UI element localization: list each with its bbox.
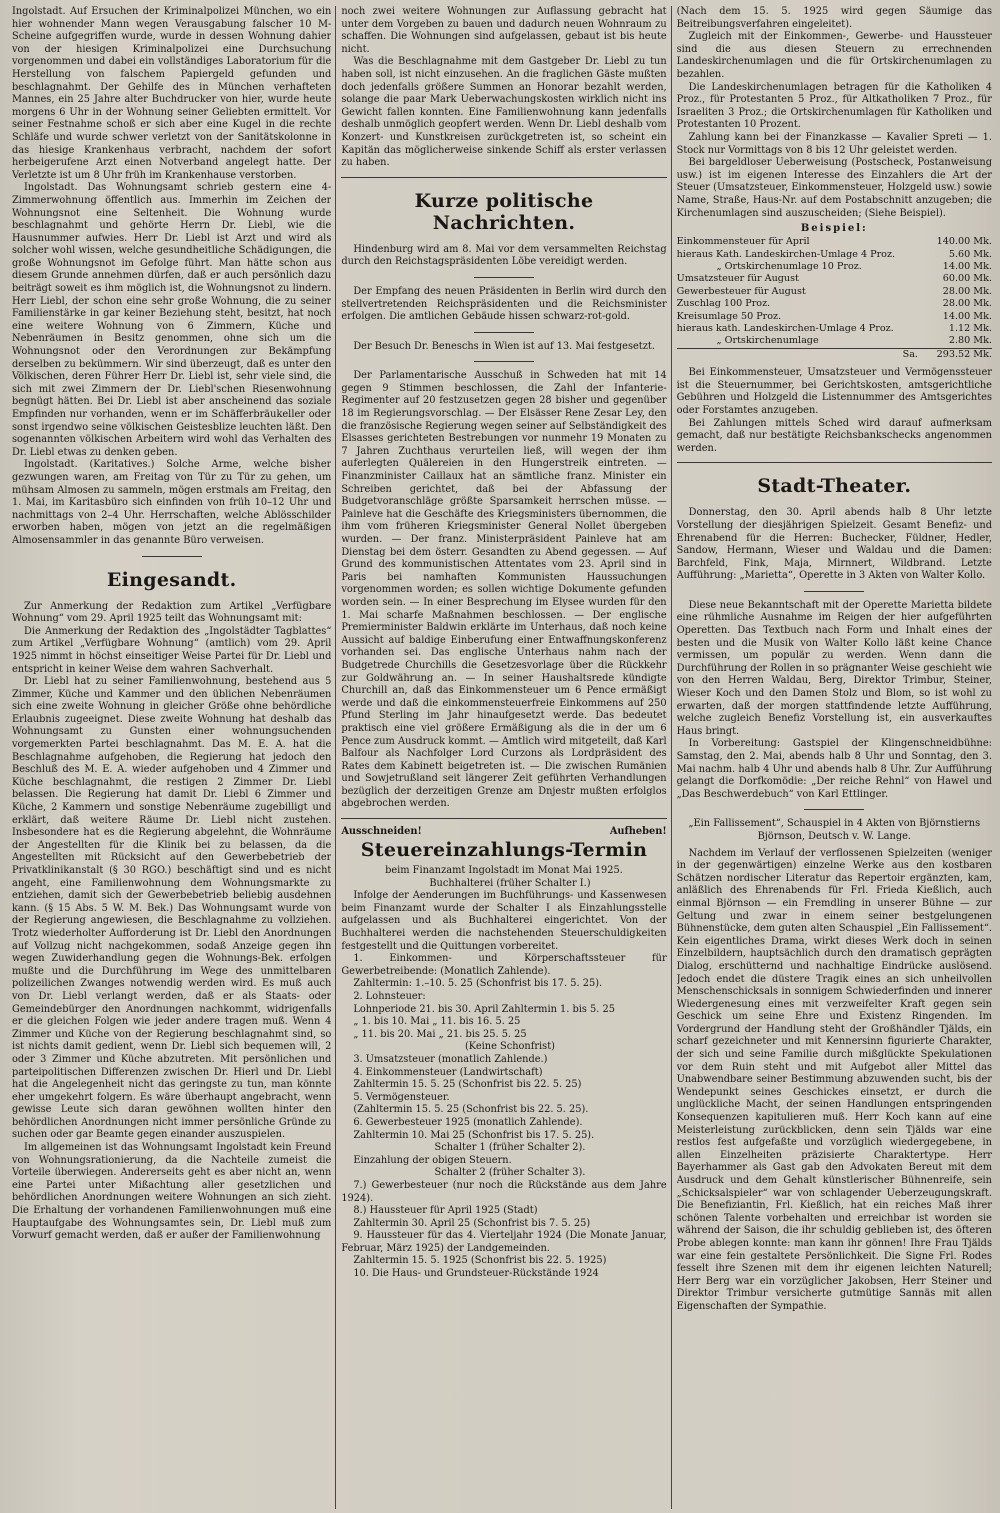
- row-label: hieraus kath. Landeskirchen-Umlage 4 Proz.: [676, 322, 894, 334]
- article-wohnungsamt: Ingolstadt. Das Wohnungsamt schrieb gestern eine 4-Zimmerwohnung öffentlich aus. Immerhin im Zeichen der Wohnungsnot eine Seltenheit. Die Wohnung wurde beschlagnahmt und gehörte Herrn Dr. Liebl, wie die Hausnummer aufwies. Herr Dr. Liebl ist Arzt und wird als solcher wohl wissen, welche gesundheitliche Schädigungen, die große Wohnungsnot im Gefolge führt. Man hätte schon aus diesem Grunde annehmen dürfen, daß er auch persönlich dazu beiträgt soweit es ihm möglich ist, die Wohnungsnot zu lindern. Herr Liebl, der schon eine sehr große Wohnung, die zu seiner Familienstärke in gar keiner Beziehung steht, besitzt, hat noch eine weitere Wohnung von 6 Zimmern, Küche und Nebenräumen in Besitz genommen, ohne sich um die Wohnungsnot oder den Verordnungen zur Bekämpfung derselben zu bekümmern. Wir sind überzeugt, daß es unter den Völkischen, deren Führer Herr Dr. Liebl ist, sehr viele sind, die sich mit zwei Zimmern der Dr. Liebl'schen Riesenwohnung begnügt hätten. Bei Dr. Liebl ist aber anscheinend das soziale Empfinden nur vorhanden, wenn er im Schäfferbräukeller oder sonst irgendwo seine völkischen Geistesblize leuchten läßt. Den sogenannten völkischen Arbeitern wird wohl das Verhalten des Dr. Liebl etwas zu denken geben.: [12, 182, 332, 458]
- row-label: „ Ortskirchenumlage: [716, 335, 819, 347]
- steuer-kirchenumlagen: Zugleich mit der Einkommen-, Gewerbe- und Haussteuer sind die aus diesen Steuern zu errechnenden Landeskirchenumlagen und die für Ortskirchenumlagen zu bezahlen.: [676, 31, 992, 80]
- steuer-line: 7.) Gewerbesteuer (nur noch die Rückstände aus dem Jahre 1924).: [341, 1179, 667, 1204]
- news-hindenburg: Hindenburg wird am 8. Mai vor dem versammelten Reichstag durch den Reichstagspräsidenten Löbe vereidigt werden.: [341, 243, 667, 268]
- row-amount: 28.00 Mk.: [942, 285, 992, 297]
- eingesandt-para-4: Was die Beschlagnahme mit dem Gastgeber Dr. Liebl zu tun haben soll, ist nicht einzusehen. An die fraglichen Gäste mußten doch jedenfalls größere Summen an Honorar bezahlt werden, solange die paar Mark Ueberwachungskosten wirklich nicht ins Gewicht fallen konnten. Eine Familienwohnung kann jedenfalls deshalb unmöglich geopfert werden. Wenn Dr. Liebl deshalb vom Konzert- und Kunstkreisen zurückgetreten ist, so scheint ein Kapitän das möglicherweise sinkende Schiff als erster verlassen zu haben.: [341, 56, 667, 169]
- column-right: [677, 6, 992, 1509]
- steuer-line: 3. Umsatzsteuer (monatlich Zahlende.): [353, 1053, 548, 1065]
- row-amount: 14.00 Mk.: [942, 260, 992, 272]
- theater-fallissement-title: „Ein Fallissement“, Schauspiel in 4 Akten von Björnstierns Björnson, Deutsch v. W. Lange.: [688, 818, 981, 842]
- row-label: „ Ortskirchenumlage 10 Proz.: [716, 260, 862, 272]
- steuer-subheading: beim Finanzamt Ingolstadt im Monat Mai 1925.: [385, 865, 623, 877]
- beispiel-table: [677, 236, 992, 361]
- steuer-zahlung: Zahlung kann bei der Finanzkasse — Kavalier Spreti — 1. Stock nur Vormittags von 8 bis 12 Uhr geleistet werden.: [676, 131, 992, 156]
- theater-vorbereitung: In Vorbereitung: Gastspiel der Klingenschneidbühne: Samstag, den 2. Mai, abends halb 8 Uhr und Sonntag, den 3. Mai nachm. halb 4 Uhr und abends halb 8 Uhr. Zur Aufführung gelangt die Dorfkomödie: „Der reiche Rehnl“ von Hawel und „Das Beschwerdebuch“ von Karl Ettlinger.: [676, 738, 992, 800]
- row-amount: 60.00 Mk.: [942, 273, 992, 285]
- total-amount: 293.52 Mk.: [936, 348, 992, 360]
- eingesandt-para-1: Die Anmerkung der Redaktion des „Ingolstädter Tagblattes“ zum Artikel „Verfügbare Wohnung“ (amtlich) vom 29. April 1925 nimmt in höchst einseitiger Weise Partei für Dr. Liebl und entspricht in keiner Weise dem wahren Sachverhalt.: [12, 625, 332, 675]
- theater-announcement: Donnerstag, den 30. April abends halb 8 Uhr letzte Vorstellung der diesjährigen Spielzeit. Gesamt Benefiz- und Ehrenabend für die Herren: Buchecker, Füldner, Hedler, Sandow, Hermann, Wieser und Waldau und die Damen: Barchfeld, Fink, Maja, Mirnnert, Wildbrand. Letzte Aufführung: „Marietta“, Operette in 3 Akten von Walter Kollo.: [676, 507, 992, 582]
- steuer-continued: (Nach dem 15. 5. 1925 wird gegen Säumige das Beitreibungsverfahren eingeleitet).: [676, 6, 992, 30]
- row-label: Einkommensteuer für April: [676, 236, 810, 248]
- divider: [341, 177, 666, 178]
- row-amount: 5.60 Mk.: [948, 248, 992, 260]
- total-label: Sa.: [902, 348, 918, 360]
- steuer-line: Lohnperiode 21. bis 30. April Zahltermin 1. bis 5. 25: [353, 1003, 615, 1015]
- beispiel-total: [677, 349, 992, 361]
- steuer-line: Zahltermin 15. 5. 1925 (Schonfrist bis 22. 5. 1925): [353, 1255, 607, 1267]
- divider: [341, 818, 666, 819]
- divider: [474, 361, 534, 362]
- heading-steuereinzahlungs-termin: Steuereinzahlungs-Termin: [360, 839, 648, 862]
- eingesandt-para-3: Im allgemeinen ist das Wohnungsamt Ingolstadt kein Freund von Wohnungsrationierung, da die Nachteile zumeist die Vorteile überwiegen. Andererseits geht es aber nicht an, wenn eine Partei unter Mißachtung aller gesetzlichen und behördlichen Anordnungen weitere Wohnungen an sich zieht. Die Erhaltung der vorhandenen Familienwohnungen muß eine Hauptaufgabe des Wohnungsamtes sein, Dr. Liebl muß zum Vorwurf gemacht werden, daß er außer der Familienwohnung: [12, 1142, 332, 1242]
- column-middle: [341, 6, 666, 1509]
- steuer-line: 1. Einkommen- und Körperschaftssteuer für Gewerbetreibende: (Monatlich Zahlende).: [341, 953, 667, 977]
- divider: [142, 556, 202, 557]
- row-amount: 28.00 Mk.: [942, 298, 992, 310]
- row-amount: 2.80 Mk.: [948, 335, 992, 347]
- beispiel-heading: Beispiel:: [800, 223, 868, 235]
- divider: [474, 277, 534, 278]
- row-amount: 140.00 Mk.: [936, 236, 992, 248]
- beispiel-row: [677, 273, 992, 285]
- row-label: Kreisumlage 50 Proz.: [676, 310, 782, 322]
- steuer-line: Einzahlung der obigen Steuern.: [353, 1154, 512, 1166]
- steuer-line: Zahltermin 15. 5. 25 (Schonfrist bis 22. 5. 25): [353, 1079, 582, 1091]
- column-rule: [335, 6, 336, 1509]
- article-karitatives: Ingolstadt. (Karitatives.) Solche Arme, welche bisher gezwungen waren, am Freitag von Tür zu Tür zu gehen, um mühsam Almosen zu sammeln, mögen erstmals am Freitag, den 1. Mai, im Karitasbüro sich einfinden von früh 10–12 Uhr und nachmittags von 2–4 Uhr. Herrschaften, welche Ablösschilder erworben haben, mögen von jetzt an die regelmäßigen Almosensammler in das genannte Büro verweisen.: [12, 459, 332, 546]
- steuer-line: Zahltermin 10. Mai 25 (Schonfrist bis 17. 5. 25).: [353, 1129, 595, 1141]
- beispiel-row: [677, 335, 992, 348]
- steuer-line: (Keine Schonfrist): [464, 1041, 555, 1053]
- row-label: hieraus Kath. Landeskirchen-Umlage 4 Proz.: [676, 248, 896, 260]
- beispiel-row: [677, 311, 992, 323]
- column-rule: [671, 6, 672, 1509]
- steuer-line: 4. Einkommensteuer (Landwirtschaft): [353, 1066, 543, 1078]
- news-schweden-etc: Der Parlamentarische Ausschuß in Schweden hat mit 14 gegen 9 Stimmen beschlossen, die Zahl der Infanterie-Regimenter auf 20 festzusetzen gegen 28 bisher und gegenüber 18 im Regierungsvorschlag. — Der Elsässer Rene Zesar Ley, den die französische Regierung wegen seiner auf Selbständigkeit des Elsasses gerichteten Bestrebungen vor nunmehr 19 Monaten zu 7 Jahren Zuchthaus verurteilen ließ, will wegen der ihm auferlegten Quälereien in den Hungerstreik eintreten. — Finanzminister Caillaux hat an sämtliche franz. Minister ein Schreiben gerichtet, daß bei der Abfassung der Budgetvoranschläge größte Sparsamkeit herrschen müsse. — Painleve hat die Geschäfte des Kriegsministers übernommen, die ihm vom früheren Kriegsminister General Nollet übergeben wurden. — Der franz. Ministerpräsident Painleve hat am Dienstag bei dem österr. Gesandten zu Abend gegessen. — Auf Grund des kommunistischen Attentates vom 23. April sind in Paris bei namhaften Kommunisten Haussuchungen vorgenommen worden; es sollen wichtige Dokumente gefunden worden sein. — In einer Besprechung im Elysee wurden für den 1. Mai scharfe Maßnahmen beschlossen. — Der englische Premierminister Baldwin erklärte im Unterhaus, daß noch keine Aussicht auf baldige Einberufung einer Entwaffnungskonferenz vorhanden sei. Das englische Unterhaus nahm nach der Budgetrede Churchills die Gesetzesvorlage über die Rückkehr zur Goldwährung an. — In seiner Haushaltsrede kündigte Churchill an, daß das Einkommensteuer um 6 Pence ermäßigt werde und daß die einkommensteuerfreie Einkommens auf 250 Pfund Sterling im Jahr hinaufgesetzt werde. Das bedeutet praktisch eine viel größere Ermäßigung als die in der um 6 Pence zum Ausdruck kommt. — Amtlich wird mitgeteilt, daß Karl Balfour als Nachfolger Lord Curzons als Lordpräsident des Rates dem Kabinett beigetreten ist. — Die zwischen Rumänien und Sowjetrußland seit längerer Zeit geführten Verhandlungen bezüglich der derzeitigen Grenze am Dnjestr mußten erfolglos abgebrochen werden.: [341, 370, 667, 810]
- theater-review-fallissement: Nachdem im Verlauf der verflossenen Spielzeiten (weniger in der gegenwärtigen) einzelne Werke aus den kostbaren Schätzen nordischer Literatur das Repertoir ergänzten, kam, anläßlich des Ehrenabends für Frl. Frieda Kießlich, auch einmal Björnson — ein Fremdling in unserer Bühne — zur Geltung und zwar in einem seiner bestgelungenen Bühnenstücke, dem guten alten Schauspiel „Ein Fallissement“. Kein eigentliches Drama, wirkt dieses Werk doch in seinen Einzelbildern, hauptsächlich durch den dramatisch geprägten Dialog, erschütternd und nachhaltige Eindrücke auslösend. Jedoch endet die düstere Tragik eines an sich unheilvollen Menschenschicksals in sonnigem Schwiederfinden und innerer Wiedergenesung eines mit verzweifelter Kraft gegen sein Geschick um seine Ehre und Existenz Ringenden. Im Vordergrund der Handlung steht der Großhändler Tjälds, ein scharf gezeichneter und mit Kennersinn figurierte Charakter, der sich und seine Familie durch mißglückte Spekulationen vor dem Ruin steht und mit Aufgebot aller Mittel das Unabwendbare seiner Bestimmung abzuwenden sucht, bis der Wendepunkt seines Geschickes einsetzt, er durch die unglückliche Macht, der seinen Handlungen entspringenden Konsequenzen kapitulieren muß. Herr Koch kann auf eine Meisterleistung zurückblicken, denn sein Tjälds war eine restlos fest aufgefaßte und vorzüglich wiedergegebene, in allen Einzelheiten präzisierte Charaktertype. Herr Bayerhammer als Gast gab den Advokaten Bereut mit dem Ausdruck und dem Gehalt künstlerischer Bühnenreife, sein „Schicksalspieler“ war von schlagender Ueberzeugungskraft. Die Benefiziantin, Frl. Kießlich, hat ein reiches Maß ihrer schönen Talente vorbehalten und erreichbar ist worden sie während der Saison, die ihr schuldig geblieben ist, des öfteren Probe ablegen konnte: man kann ihr gönnen! Ihre Frau Tjälds war eine fein gestaltete Persönlichkeit. Die Signe Frl. Rodes fesselt ihre Szenen mit dem ihr eigenen leichten Naturell; Herr Berg war ein vorzüglicher Jakobsen, Herr Steiner und Direktor Trimbur versicherte gutmütige Sannäs mit allen Eigenschaften der Sympathie.: [676, 847, 992, 1312]
- beispiel-row: [677, 236, 992, 248]
- steuer-nummer-note: Bei Einkommensteuer, Umsatzsteuer und Vermögenssteuer ist die Steuernummer, bei Gerichtskosten, amtsgerichtliche Gebühren und Holzgeld die Listennummer des Amtsgerichtes oder Forstamtes anzugeben.: [676, 367, 992, 416]
- steuer-line: Schalter 2 (früher Schalter 3).: [434, 1167, 586, 1179]
- scheck-note: Bei Zahlungen mittels Sched wird darauf aufmerksam gemacht, daß nur bestätigte Reichsbankschecks angenommen werden.: [676, 417, 992, 454]
- divider: [474, 332, 534, 333]
- news-empfang: Der Empfang des neuen Präsidenten in Berlin wird durch den stellvertretenden Reichspräsidenten und die Reichsminister erfolgen. Die amtlichen Gebäude hissen schwarz-rot-gold.: [341, 285, 667, 323]
- steuer-line: 5. Vermögensteuer.: [353, 1091, 450, 1103]
- beispiel-row: [677, 298, 992, 310]
- row-label: Gewerbesteuer für August: [676, 285, 806, 297]
- row-amount: 1.12 Mk.: [948, 322, 992, 334]
- beispiel-row: [677, 286, 992, 298]
- eingesandt-para-2: Dr. Liebl hat zu seiner Familienwohnung, bestehend aus 5 Zimmer, Küche und Kammer und den üblichen Nebenräumen sich eine zweite Wohnung in gleicher Größe ohne behördliche Erlaubnis zugeeignet. Diese zweite Wohnung hat deshalb das Wohnungsamt zu Gunsten einer wohnungsuchenden vorgemerkten Partei beschlagnahmt. Das M. E. A. hat die Beschlagnahme aufgehoben, die Regierung hat jedoch den Beschluß des M. E. A. wieder aufgehoben und 4 Zimmer und Küche beschlagnahmt, die restigen 2 Zimmer Dr. Liebl belassen. Die Regierung hat damit Dr. Liebl 6 Zimmer und Küche, 2 Kammern und sonstige Nebenräume zugebilligt und erklärt, daß weitere Räume Dr. Liebl nicht zustehen. Insbesondere hat es die Regierung abgelehnt, die Wohnräume der Angestellten für die Klinik bei zu belassen, da die Angestellten mit Rücksicht auf den Gewerbebetrieb der Privatklinikanstalt (§ 30 RGO.) beschäftigt sind und es nicht angeht, eine Familienwohnung dem Wohnungsmarkte zu entziehen, damit sich der Gewerbebetrieb beliebig ausdehnen kann. (§ 15 Abs. 5 W. M. Bek.) Das Wohnungsamt wurde von der Regierung angewiesen, die Beschlagnahme zu vollziehen. Trotz wiederholter Aufforderung ist Dr. Liebl den Anordnungen auf Vollzug nicht nachgekommen, sodaß Anzeige gegen ihn wegen Zuwiderhandlung gegen die Wohnungs-Bek. erfolgen mußte und die Durchführung im Wege des unmittelbaren polizeilichen Zwanges notwendig werden wird. Es muß auch von Dr. Liebl verlangt werden, daß er als Staats- oder Gemeindebürger den Anordnungen nachkommt, widrigenfalls er die gleichen Folgen wie jeder andere tragen muß. Wenn 4 Zimmer und Küche von der Regierung beschlagnahmt sind, so ist nichts damit gedient, wenn Dr. Liebl sich bequemen will, 2 oder 3 Zimmer und Küche abzutreten. Mit persönlichen und parteipolitischen Differenzen zwischen Dr. Hierl und Dr. Liebl hat die Angelegenheit nicht das geringste zu tun, man könnte eher umgekehrt folgern. Es wäre überhaupt angebracht, wenn gewisse Leute sich daran gewöhnen wollten hinter den behördlichen Anordnungen nicht immer persönliche Gründe zu suchen oder gar Beamte gegen einander auszuspielen.: [12, 676, 332, 1141]
- steuer-line: 6. Gewerbesteuer 1925 (monatlich Zahlende).: [353, 1116, 583, 1128]
- divider: [804, 591, 864, 592]
- steuer-line: (Zahltermin 15. 5. 25 (Schonfrist bis 22. 5. 25).: [353, 1104, 589, 1116]
- heading-kurze-politische-nachrichten: Kurze politische Nachrichten.: [414, 189, 594, 234]
- divider: [677, 462, 992, 463]
- steuer-line: 2. Lohnsteuer:: [353, 991, 426, 1002]
- steuer-list: [341, 953, 666, 1280]
- steuer-line: Zahltermin: 1.–10. 5. 25 (Schonfrist bis 17. 5. 25).: [353, 978, 603, 990]
- eingesandt-intro: Zur Anmerkung der Redaktion zum Artikel „Verfügbare Wohnung“ vom 29. April 1925 teilt das Wohnungsamt mit:: [12, 600, 332, 625]
- steuer-line: 8.) Haussteuer für April 1925 (Stadt): [353, 1205, 538, 1217]
- steuer-line: Schalter 1 (früher Schalter 2).: [434, 1142, 586, 1154]
- column-left: [12, 6, 331, 1509]
- article-falschgeld: Ingolstadt. Auf Ersuchen der Kriminalpolizei München, wo ein hier wohnender Mann wegen Verausgabung falscher 10 M-Scheine aufgegriffen wurde, wurde in dessen Wohnung dahier von der hiesigen Kriminalpolizei eine Durchsuchung vorgenommen und dabei ein vollständiges Laboratorium für die Herstellung von falschem Papiergeld gefunden und beschlagnahmt. Der Gehilfe des in München verhafteten Mannes, ein 25 Jahre alter Buchdrucker von hier, wurde heute morgens 6 Uhr in der Wohnung seiner Geliebten ermittelt. Vor seiner Festnahme schoß er sich aber eine Kugel in die rechte Schläfe und wurde schwer verletzt von der Sanitätskolonne in das hiesige Krankenhaus verbracht, nachdem der sofort herbeigerufene Arzt einen Notverband angelegt hatte. Der Verletzte ist um 8 Uhr früh im Krankenhause verstorben.: [12, 6, 332, 181]
- divider: [804, 809, 864, 810]
- steuer-intro: Infolge der Aenderungen im Buchführungs- und Kassenwesen beim Finanzamt wurde der Schalter I als Einzahlungsstelle aufgelassen und als Buchhalterei eingerichtet. Von der Buchhalterei werden die nachstehenden Steuerschuldigkeiten festgestellt und die Quittungen vorbereitet.: [341, 890, 667, 952]
- steuer-ueberweisung: Bei bargeldloser Ueberweisung (Postscheck, Postanweisung usw.) ist im eigenen Interesse des Einzahlers die Art der Steuer (Umsatzsteuer, Einkommensteuer, Holzgeld usw.) sowie Name, Straße, Haus-Nr. auf dem Postabschnitt anzugeben; die Kirchenumlagen sind auszuscheiden; (Siehe Beispiel).: [676, 157, 992, 219]
- beispiel-row: [677, 261, 992, 273]
- steuer-buchhalterei: Buchhalterei (früher Schalter I.): [429, 877, 591, 889]
- heading-eingesandt: Eingesandt.: [106, 568, 237, 591]
- steuer-landeskirchen: Die Landeskirchenumlagen betragen für die Katholiken 4 Proz., für Protestanten 5 Proz., für Altkatholiken 7 Proz., für Israeliten 3 Proz.; die Ortskirchenumlagen für Katholiken und Protestanten 10 Prozent.: [676, 81, 992, 131]
- row-label: Umsatzsteuer für August: [676, 273, 799, 285]
- cut-left-label: Ausschneiden!: [341, 826, 422, 838]
- row-label: Zuschlag 100 Proz.: [676, 298, 771, 310]
- row-amount: 14.00 Mk.: [942, 310, 992, 322]
- beispiel-row: [677, 323, 992, 335]
- steuer-line: Zahltermin 30. April 25 (Schonfrist bis 7. 5. 25): [353, 1217, 591, 1229]
- theater-review-marietta: Diese neue Bekanntschaft mit der Operette Marietta bildete eine rühmliche Ausnahme im Reigen der hier aufgeführten Operetten. Das Textbuch nach Form und Inhalt eines der besten und die Musik von Walter Kollo läßt keine Chance vermissen, um populär zu werden. Wenn dann die Durchführung der Rollen in so prägnanter Weise geschieht wie von den Herren Waldau, Berg, Direktor Trimbur, Steiner, Wieser Koch und den Damen Stolz und Blom, so ist wohl zu erwarten, daß der morgen stattfindende letzte Aufführung, welche zugleich Benefiz Vorstellung ist, ein ausverkauftes Haus bringt.: [676, 599, 992, 737]
- cut-notice: [341, 826, 666, 837]
- steuer-line: 9. Haussteuer für das 4. Vierteljahr 1924 (Die Monate Januar, Februar, März 1925) der Landgemeinden.: [341, 1230, 667, 1254]
- steuer-line: „ 1. bis 10. Mai „ 11. bis 16. 5. 25: [353, 1016, 521, 1028]
- news-benesch: Der Besuch Dr. Beneschs in Wien ist auf 13. Mai festgesetzt.: [353, 340, 655, 352]
- heading-stadt-theater: Stadt-Theater.: [757, 475, 912, 498]
- steuer-line: „ 11. bis 20. Mai „ 21. bis 25. 5. 25: [353, 1028, 527, 1040]
- cut-right-label: Aufheben!: [609, 826, 667, 838]
- steuer-line: 10. Die Haus- und Grundsteuer-Rückstände 1924: [353, 1268, 599, 1280]
- eingesandt-continued: noch zwei weitere Wohnungen zur Auflassung gebracht hat unter dem Vorgeben zu bauen und dadurch neuen Wohnraum zu schaffen. Die Wohnungen sind aufgelassen, gebaut ist bis heute nicht.: [341, 6, 667, 55]
- beispiel-row: [677, 249, 992, 261]
